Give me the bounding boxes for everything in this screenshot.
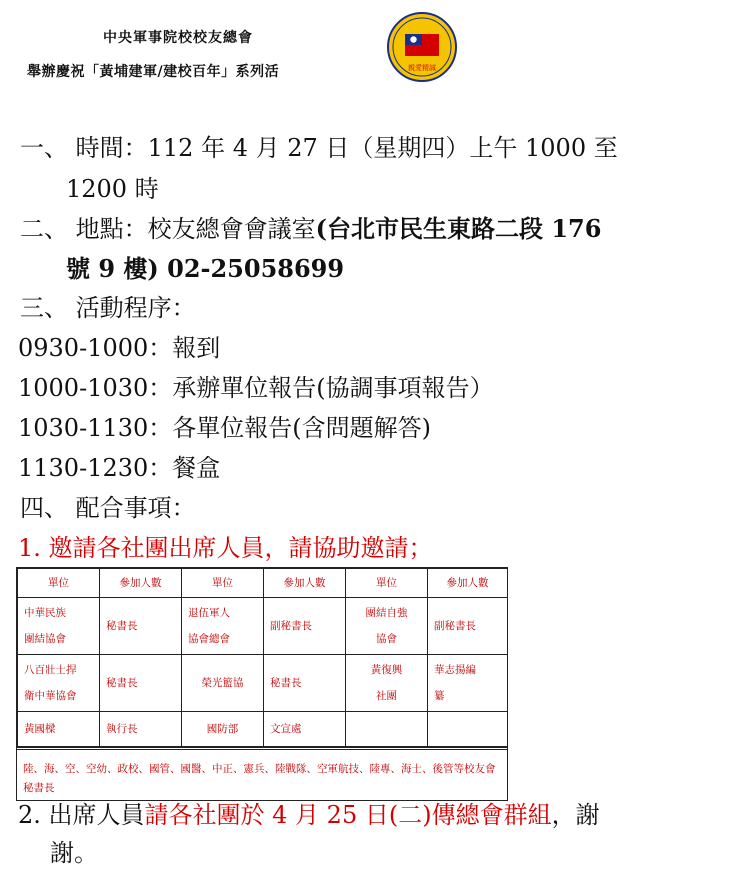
table-cell: 團結自強 協會: [346, 598, 428, 655]
table-cell: 國防部: [182, 712, 264, 747]
table-header-row: [18, 569, 508, 598]
table-cell: 執行長: [100, 712, 182, 747]
time-line-cont: 1200 時: [66, 175, 159, 203]
table-cell: 黃國樑: [18, 712, 100, 747]
table-row: [18, 712, 508, 747]
flag-sun: [410, 36, 416, 42]
table-note: 陸、海、空、空幼、政校、國管、國醫、中正、憲兵、陸戰隊、空軍航技、陸專、海士、後管等校友會秘書長: [17, 747, 507, 800]
table-cell: 退伍軍人 協會總會: [182, 598, 264, 655]
header-title-line1: 中央軍事院校校友總會: [103, 30, 253, 46]
program-item: 1130-1230：餐盒: [18, 454, 221, 482]
table-cell: 黃復興 社團: [346, 655, 428, 712]
table-cell: 秘書長: [100, 655, 182, 712]
table-cell: 八百壯士捍 衛中華協會: [18, 655, 100, 712]
item-2-line-cont: 謝。: [50, 839, 98, 867]
program-item: 1030-1130：各單位報告(含問題解答): [18, 414, 431, 442]
item-2-prefix: 2. 出席人員: [18, 801, 145, 829]
table-header-cell: 單位: [18, 569, 100, 598]
table-cell: 文宣處: [264, 712, 346, 747]
table-row: [18, 598, 508, 655]
place-line-cont: 號 9 樓) 02-25058699: [66, 254, 345, 283]
coop-item-1: 1. 邀請各社團出席人員，請協助邀請；: [18, 534, 433, 562]
table-cell: 秘書長: [100, 598, 182, 655]
place-label: 二、 地點：校友總會會議室: [20, 215, 316, 243]
program-item: 0930-1000：報到: [18, 334, 221, 362]
table-cell: 秘書長: [264, 655, 346, 712]
table-cell: [428, 712, 508, 747]
roc-flag-emblem-icon: [387, 12, 457, 82]
table-header-cell: 參加人數: [100, 569, 182, 598]
emblem-motto: 親愛精誠: [408, 64, 436, 72]
item-2-suffix: ，謝: [551, 801, 600, 829]
item-2-line: [18, 800, 600, 830]
place-address: (台北市民生東路二段 176: [315, 214, 602, 243]
invite-table: [16, 567, 508, 801]
table-header-cell: 參加人數: [428, 569, 508, 598]
item-2-highlight: 請各社團於 4 月 25 日(二)傳總會群組: [144, 801, 552, 829]
table-cell: 中華民族 團結協會: [18, 598, 100, 655]
table-cell: 榮光籃協: [182, 655, 264, 712]
table-row: [18, 655, 508, 712]
program-heading: 三、 活動程序：: [20, 294, 196, 322]
header-title-line2: 舉辦慶祝「黃埔建軍/建校百年」系列活: [27, 64, 280, 80]
coop-heading: 四、 配合事項：: [20, 494, 196, 522]
table-header-cell: 單位: [182, 569, 264, 598]
table-header-cell: 參加人數: [264, 569, 346, 598]
table-cell: 副秘書長: [264, 598, 346, 655]
table-header-cell: 單位: [346, 569, 428, 598]
table-cell: 華志揚編 纂: [428, 655, 508, 712]
time-line: 一、 時間：112 年 4 月 27 日（星期四）上午 1000 至: [20, 134, 618, 162]
table-cell: [346, 712, 428, 747]
program-item: 1000-1030：承辦單位報告(協調事項報告）: [18, 374, 494, 402]
place-line: [20, 214, 601, 244]
table-cell: 副秘書長: [428, 598, 508, 655]
